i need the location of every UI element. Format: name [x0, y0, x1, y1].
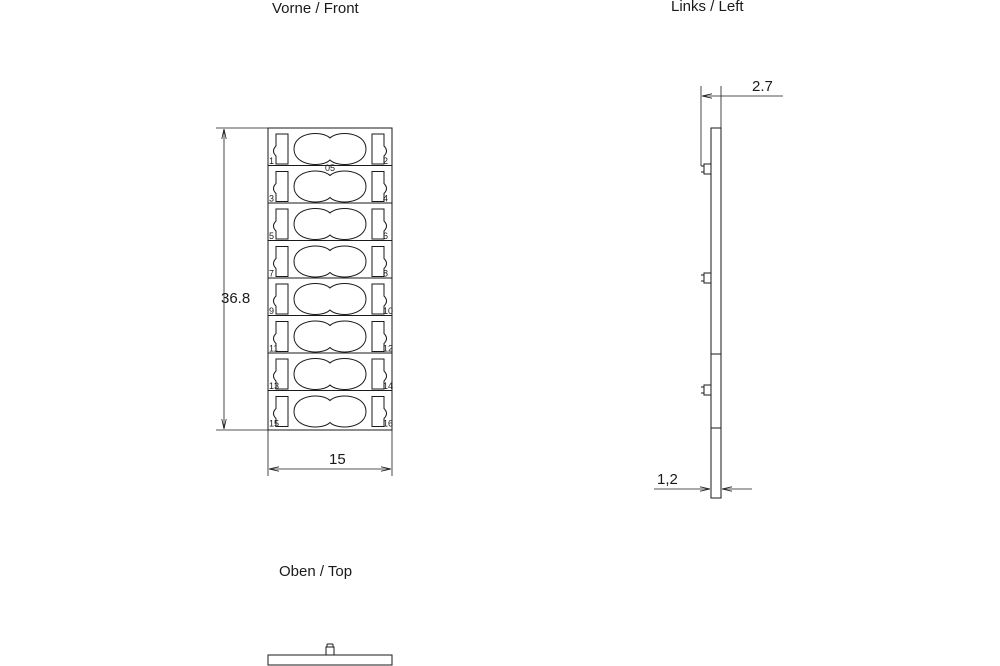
depth-dimension-label: 2.7	[752, 78, 773, 95]
thickness-dimension-label: 1,2	[657, 471, 678, 488]
terminal-number-right: 12	[383, 343, 394, 354]
top-view	[268, 644, 392, 665]
side-pin	[701, 164, 711, 174]
front-view-title: Vorne / Front	[272, 0, 359, 17]
terminal-number-right: 10	[383, 306, 394, 316]
terminal-row	[268, 353, 393, 391]
cable-opening	[294, 283, 366, 314]
front-view	[268, 128, 393, 430]
side-plate	[711, 128, 721, 498]
side-pin	[701, 273, 711, 283]
terminal-row	[268, 241, 392, 279]
terminal-row	[268, 391, 393, 429]
height-dimension	[216, 128, 268, 430]
left-contact-slot	[274, 284, 289, 314]
left-view	[701, 128, 721, 498]
terminal-row	[269, 133, 388, 173]
part-number-label: 05	[325, 163, 336, 173]
left-contact-slot	[274, 172, 289, 202]
top-plate	[268, 655, 392, 665]
terminal-number-right: 4	[383, 193, 389, 204]
terminal-number-right: 2	[383, 156, 389, 166]
terminal-row	[268, 278, 393, 316]
top-pin	[326, 647, 334, 655]
terminal-row	[268, 316, 393, 354]
cable-opening	[294, 133, 366, 164]
terminal-number-left: 15	[269, 418, 280, 429]
cable-opening	[294, 171, 366, 202]
cable-opening	[294, 321, 366, 352]
cable-opening	[294, 208, 366, 239]
left-contact-slot	[274, 134, 289, 164]
top-view-title: Oben / Top	[279, 563, 353, 580]
terminal-number-left: 13	[269, 381, 280, 391]
terminal-number-left: 5	[269, 231, 275, 241]
terminal-row	[268, 203, 392, 241]
terminal-number-right: 8	[383, 268, 389, 279]
width-dimension-label: 15	[329, 451, 346, 468]
side-pin	[701, 385, 711, 395]
left-view-title: Links / Left	[671, 0, 744, 15]
cable-opening	[294, 246, 366, 277]
terminal-number-right: 16	[383, 418, 394, 429]
height-dimension-label: 36.8	[221, 290, 251, 307]
thickness-dimension	[654, 489, 752, 498]
terminal-number-left: 9	[269, 306, 275, 316]
terminal-number-left: 3	[269, 193, 275, 204]
left-contact-slot	[274, 247, 289, 277]
terminal-number-left: 1	[269, 156, 275, 166]
cable-opening	[294, 358, 366, 389]
left-contact-slot	[274, 209, 289, 239]
terminal-number-right: 6	[383, 231, 389, 241]
terminal-number-left: 7	[269, 268, 275, 279]
cable-opening	[294, 396, 366, 427]
terminal-number-left: 11	[269, 343, 279, 354]
terminal-rows	[268, 133, 393, 428]
depth-dimension	[701, 86, 783, 166]
terminal-number-right: 14	[383, 381, 394, 391]
